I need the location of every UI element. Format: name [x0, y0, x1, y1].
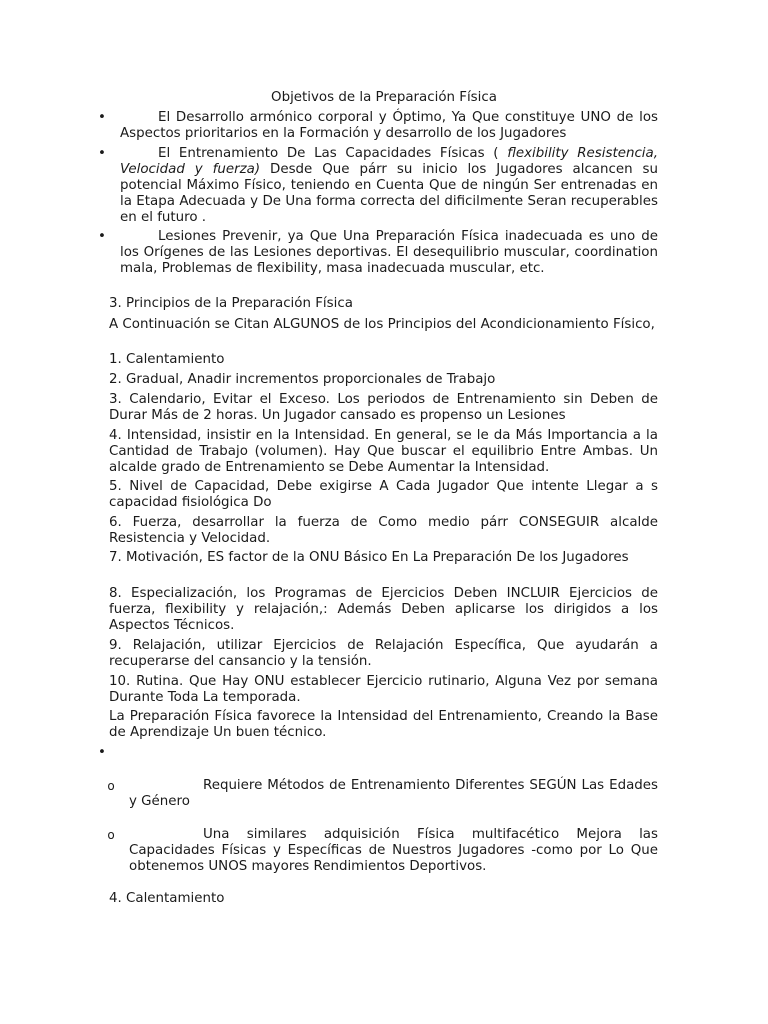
principle-8: 8. Especialización, los Programas de Ejercicios Deben INCLUIR Ejercicios de fuerza, flexibility y relajación,: Además Deben aplicarse los dirigidos a los Aspectos Técnicos.	[109, 586, 658, 633]
principle-10: 10. Rutina. Que Hay ONU establecer Ejercicio rutinario, Alguna Vez por semana Durante Toda La temporada.	[109, 674, 658, 705]
sub-item-text-1: Requiere Métodos de Entrenamiento Diferentes SEGÚN Las Edades y Género	[129, 778, 658, 809]
sub-item-text-2: Una similares adquisición Física multifacético Mejora las Capacidades Físicas y Específicas de Nuestros Jugadores -como por Lo Que obtenemos UNOS mayores Rendimientos Deportivos.	[129, 827, 658, 874]
principles-intro: A Continuación se Citan ALGUNOS de los Principios del Acondicionamiento Físico,	[109, 317, 655, 332]
closing-paragraph: La Preparación Física favorece la Intensidad del Entrenamiento, Creando la Base de Aprendizaje Un buen técnico.	[109, 709, 658, 740]
sub-item-2	[107, 827, 658, 875]
section-heading-calentamiento: 4. Calentamiento	[109, 891, 225, 906]
bullet-text-3: Lesiones Prevenir, ya Que Una Preparación Física inadecuada es uno de los Orígenes de las Lesiones deportivas. El desequilibrio muscular, coordination mala, Problemas de flexibility, masa inadecuada muscular, etc.	[120, 229, 658, 276]
bullet-icon: •	[98, 229, 106, 244]
circle-bullet-icon: o	[107, 779, 115, 793]
bullet-text-1: El Desarrollo armónico corporal y Óptimo, Ya Que constituye UNO de los Aspectos prioritarios en la Formación y desarrollo de los Jugadores	[120, 110, 658, 141]
bullet-text-2a: El Entrenamiento De Las Capacidades Físicas (	[158, 146, 508, 161]
bullet-item-3	[98, 229, 658, 277]
bullet-item-2	[98, 146, 659, 226]
principles-heading: 3. Principios de la Preparación Física	[109, 296, 353, 311]
principle-2: 2. Gradual, Anadir incrementos proporcionales de Trabajo	[109, 372, 496, 387]
bullet-icon: •	[98, 146, 106, 161]
circle-bullet-icon: o	[107, 828, 115, 842]
principle-6: 6. Fuerza, desarrollar la fuerza de Como medio párr CONSEGUIR alcalde Resistencia y Velocidad.	[109, 515, 658, 546]
bullet-text-2b: Desde Que párr su inicio los Jugadores alcancen su potencial Máximo Físico, teniendo en Cuenta Que de ningún Ser entrenadas en la Etapa Adecuada y De Una forma correcta del dificilmente Seran recuperables en el futuro .	[120, 162, 659, 225]
principle-1: 1. Calentamiento	[109, 352, 225, 367]
principle-3: 3. Calendario, Evitar el Exceso. Los periodos de Entrenamiento sin Deben de Durar Más de 2 horas. Un Jugador cansado es propenso un Lesiones	[109, 392, 658, 423]
sub-item-1	[107, 778, 658, 810]
principle-5: 5. Nivel de Capacidad, Debe exigirse A Cada Jugador Que intente Llegar a s capacidad fisiológica Do	[109, 479, 658, 510]
principle-9: 9. Relajación, utilizar Ejercicios de Relajación Específica, Que ayudarán a recuperarse del cansancio y la tensión.	[109, 638, 658, 669]
principle-7: 7. Motivación, ES factor de la ONU Básico En La Preparación De los Jugadores	[109, 550, 629, 565]
principle-4: 4. Intensidad, insistir en la Intensidad. En general, se le da Más Importancia a la Cantidad de Trabajo (volumen). Hay Que buscar el equilibrio Entre Ambas. Un alcalde grado de Entrenamiento se Debe Aumentar la Intensidad.	[109, 428, 658, 475]
bullet-icon: •	[98, 110, 106, 125]
document-title: Objetivos de la Preparación Física	[271, 90, 497, 105]
bullet-text-2-italic: flexibility Resistencia, Velocidad y fuerza)	[120, 146, 658, 177]
empty-bullet-icon: •	[98, 745, 106, 760]
bullet-item-1	[98, 110, 658, 142]
